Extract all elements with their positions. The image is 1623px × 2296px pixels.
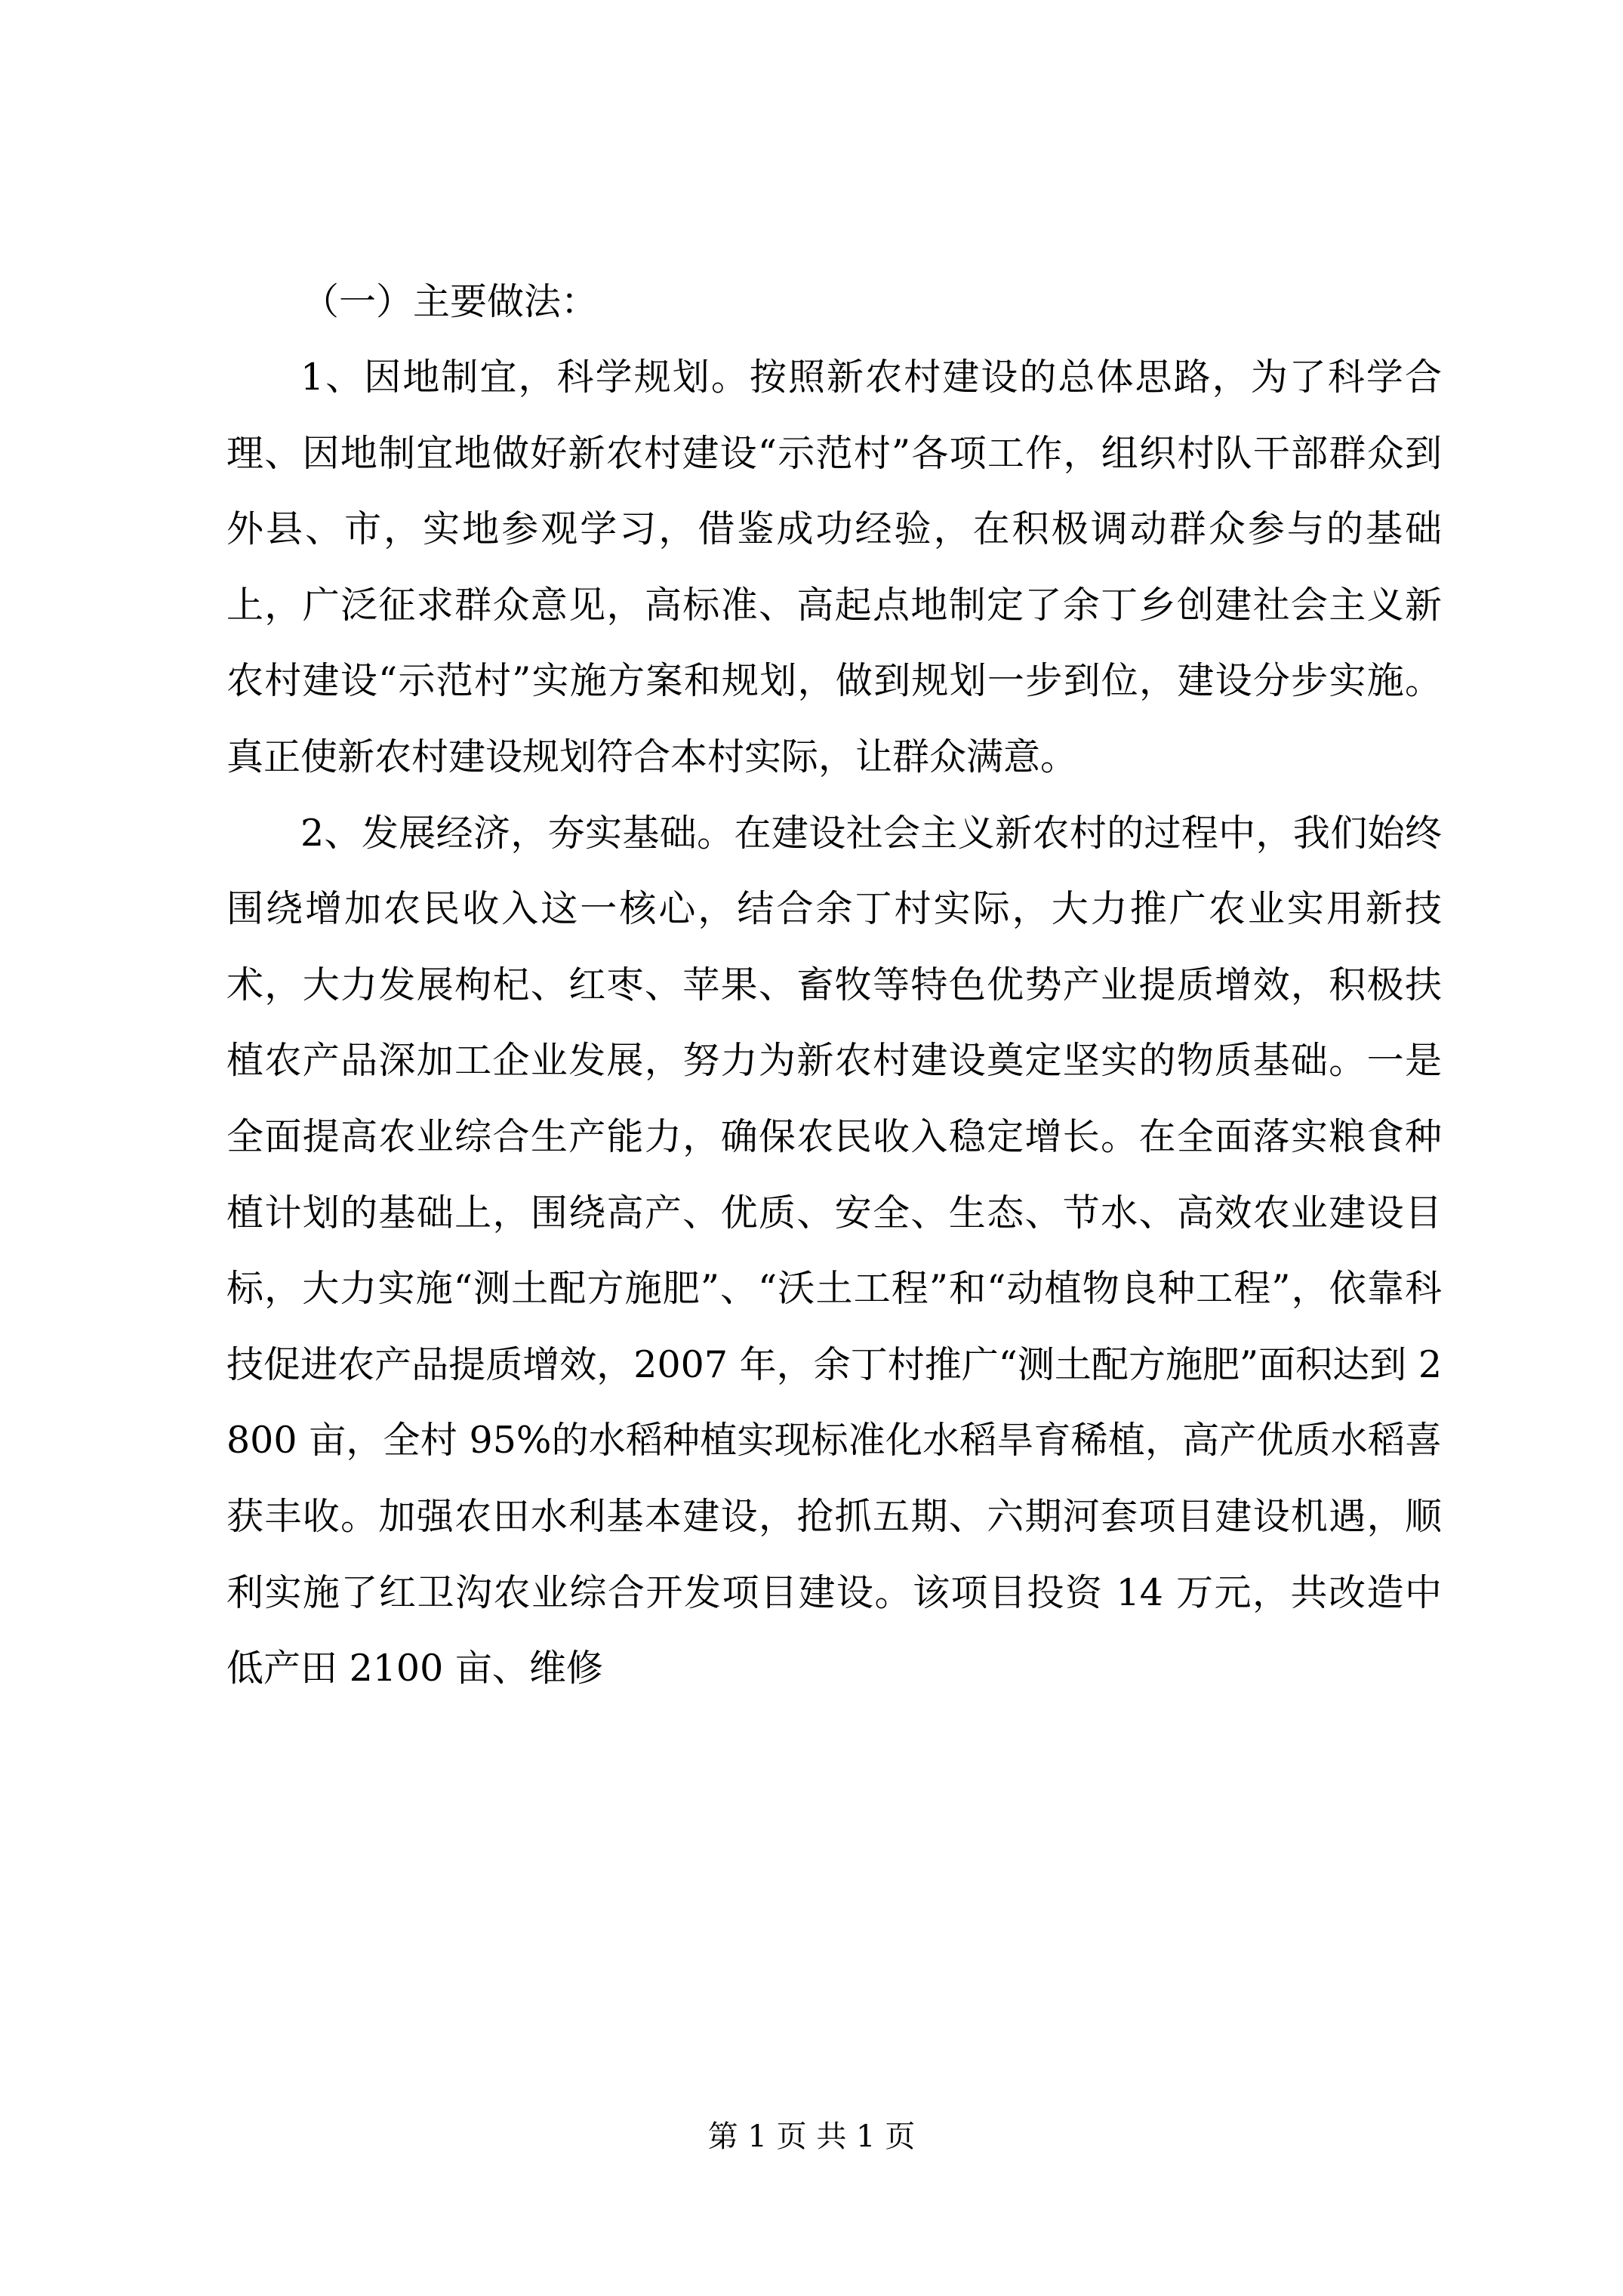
section-heading: （一）主要做法： <box>302 280 599 323</box>
paragraph-1: 1、因地制宜，科学规划。按照新农村建设的总体思路，为了科学合理、因地制宜地做好新农村建设“示范村”各项工作，组织村队干部群众到外县、市，实地参观学习，借鉴成功经验，在积极调动群众参与的基础上，广泛征求群众意见，高标准、高起点地制定了余丁乡创建社会主义新农村建设“示范村”实施方案和规划，做到规划一步到位，建设分步实施。真正使新农村建设规划符合本村实际，让群众满意。 <box>226 356 1442 778</box>
page-footer: 第 1 页 共 1 页 <box>707 2119 916 2154</box>
paragraph-2: 2、发展经济，夯实基础。在建设社会主义新农村的过程中，我们始终围绕增加农民收入这一核心，结合余丁村实际，大力推广农业实用新技术，大力发展枸杞、红枣、苹果、畜牧等特色优势产业提质增效，积极扶植农产品深加工企业发展，努力为新农村建设奠定坚实的物质基础。一是全面提高农业综合生产能力，确保农民收入稳定增长。在全面落实粮食种植计划的基础上，围绕高产、优质、安全、生态、节水、高效农业建设目标，大力实施“测土配方施肥”、“沃土工程”和“动植物良种工程”，依靠科技促进农产品提质增效，2007 年，余丁村推广“测土配方施肥”面积达到 2800 亩，全村 95%的水稻种植实现标准化水稻旱育稀植，高产优质水稻喜获丰收。加强农田水利基本建设，抢抓五期、六期河套项目建设机遇，顺利实施了红卫沟农业综合开发项目建设。该项目投资 14 万元，共改造中低产田 2100 亩、维修 <box>226 811 1442 1690</box>
document-body <box>226 264 1442 1707</box>
